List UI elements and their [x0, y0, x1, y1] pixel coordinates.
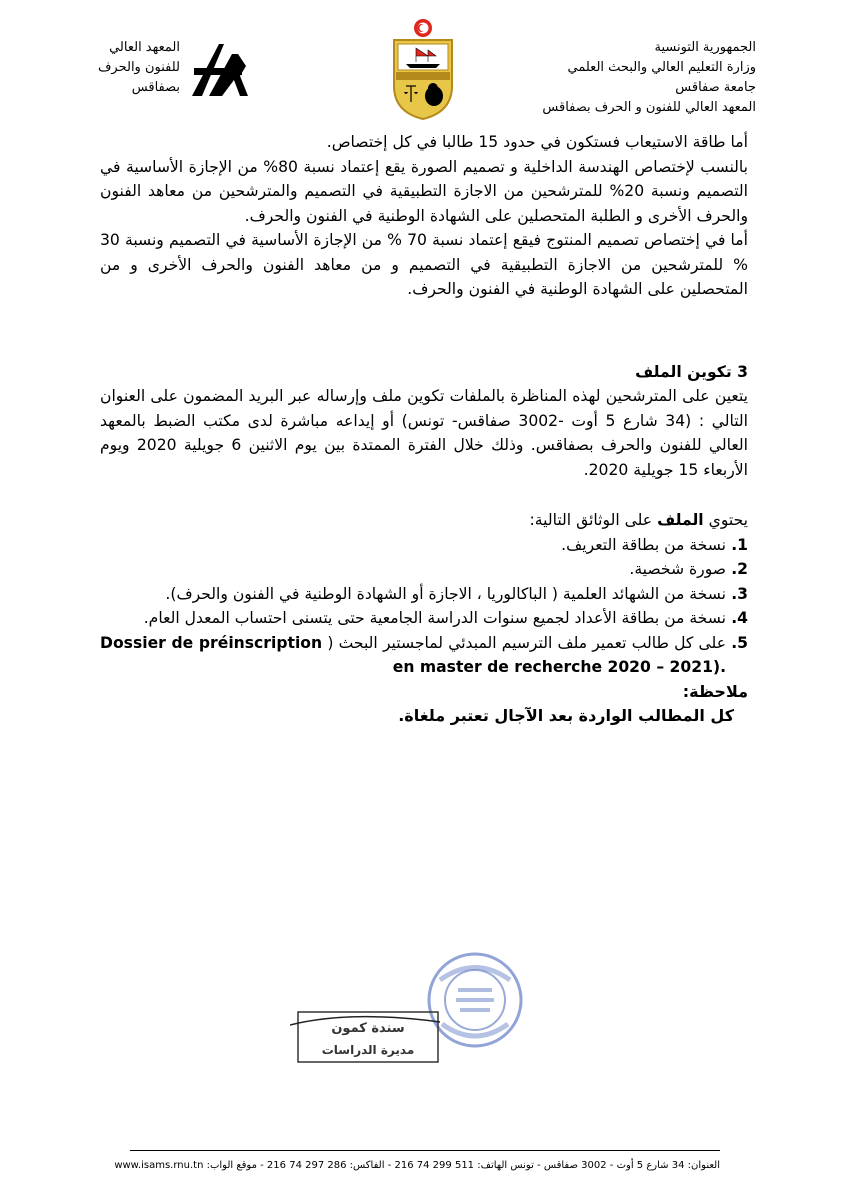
- header-line-institute: المعهد العالي للفنون و الحرف بصفاقس: [542, 100, 756, 115]
- list-item: [100, 582, 748, 607]
- signature-stamp-area: [290, 950, 540, 1070]
- list-item-number: 3.: [731, 584, 748, 603]
- signature-role: مديرة الدراسات: [321, 1043, 415, 1057]
- footer-address: العنوان: 34 شارع 5 أوت - 3002 صفاقس - تونس الهاتف: 511 299 74 216 - الفاكس: 286 297 74 216 - موقع الواب: www.isams.rnu.tn: [114, 1160, 720, 1171]
- list-item-number: 5.: [731, 633, 748, 652]
- documents-intro-post: على الوثائق التالية:: [529, 511, 653, 529]
- list-item-latin-text: Dossier de préinscription en master de recherche 2020 – 2021).: [100, 633, 726, 676]
- logo-text-line-2: للفنون والحرف: [97, 60, 180, 75]
- list-item: [100, 557, 748, 582]
- header-institution: [526, 38, 756, 118]
- documents-intro: [100, 508, 748, 533]
- documents-list: [100, 533, 748, 680]
- tunisia-emblem-icon: [386, 16, 460, 120]
- list-item-text: على كل طالب تعمير ملف الترسيم المبدئي لماجستير البحث (: [327, 633, 726, 652]
- logo-text-line-3: بصفاقس: [131, 80, 180, 95]
- list-item-text: نسخة من بطاقة الأعداد لجميع سنوات الدراسة الجامعية حتى يتسنى احتساب المعدل العام.: [143, 609, 726, 627]
- list-item-number: 1.: [731, 535, 748, 554]
- official-stamp-icon: [429, 954, 521, 1046]
- document-body: [100, 130, 748, 729]
- note-text: كل المطالب الواردة بعد الآجال تعتبر ملغاة.: [398, 706, 734, 725]
- institute-logo-text: [40, 38, 180, 98]
- signature-name: سندة كمون: [331, 1021, 405, 1036]
- list-item-text: صورة شخصية.: [629, 560, 726, 578]
- list-item-text: نسخة من الشهائد العلمية ( الباكالوريا ، الاجازة أو الشهادة الوطنية في الفنون والحرف).: [165, 584, 726, 603]
- list-item: [100, 533, 748, 558]
- paragraph-capacity: أما طاقة الاستيعاب فستكون في حدود 15 طالبا في كل إختصاص.: [326, 133, 748, 151]
- header-line-republic: الجمهورية التونسية: [654, 40, 756, 55]
- footer-divider: [130, 1150, 720, 1151]
- paragraph-interior-design: بالنسب لإختصاص الهندسة الداخلية و تصميم الصورة يقع إعتماد نسبة 80% من الإجازة الأساسية في التصميم ونسبة 20% للمترشحين من الاجازة التطبيقية في التصميم والمترشحين من معاهد الفنون والحرف الأخرى و الطلبة المتحصلين على الشهادة الوطنية في الفنون والحرف.: [100, 157, 749, 225]
- list-item-number: 2.: [731, 560, 748, 578]
- signature-block: [290, 1012, 440, 1062]
- paragraph-product-design: أما في إختصاص تصميم المنتوج فيقع إعتماد نسبة 70 % من الإجازة الأساسية في التصميم ونسبة 30 % للمترشحين من الاجازة التطبيقية في التصميم و من معاهد الفنون والحرف الأخرى و من المتحصلين على الشهادة الوطنية في الفنون والحرف.: [100, 231, 748, 298]
- list-item-text: نسخة من بطاقة التعريف.: [561, 535, 726, 554]
- list-item-number: 4.: [731, 609, 748, 627]
- header-line-ministry: وزارة التعليم العالي والبحث العلمي: [567, 60, 756, 75]
- header-line-university: جامعة صفاقس: [675, 80, 756, 95]
- list-item: [100, 606, 748, 631]
- list-item: [100, 631, 748, 680]
- paragraph-application: يتعين على المترشحين لهذه المناظرة بالملفات تكوين ملف وإرساله عبر البريد المضمون على العنوان التالي : (34 شارع 5 أوت -3002 صفاقس- تونس) أو إيداعه مباشرة لدى مكتب الضبط بالمعهد العالي للفنون والحرف بصفاقس. وذلك خلال الفترة الممتدة بين يوم الاثنين 6 جويلية 2020 ويوم الأربعاء 15 جويلية 2020.: [100, 387, 748, 479]
- logo-text-line-1: المعهد العالي: [109, 40, 180, 55]
- note-title: ملاحظة:: [682, 681, 748, 701]
- documents-intro-pre: يحتوي: [708, 511, 748, 529]
- section-title: 3 تكوين الملف: [635, 362, 748, 381]
- documents-intro-bold: الملف: [657, 511, 704, 529]
